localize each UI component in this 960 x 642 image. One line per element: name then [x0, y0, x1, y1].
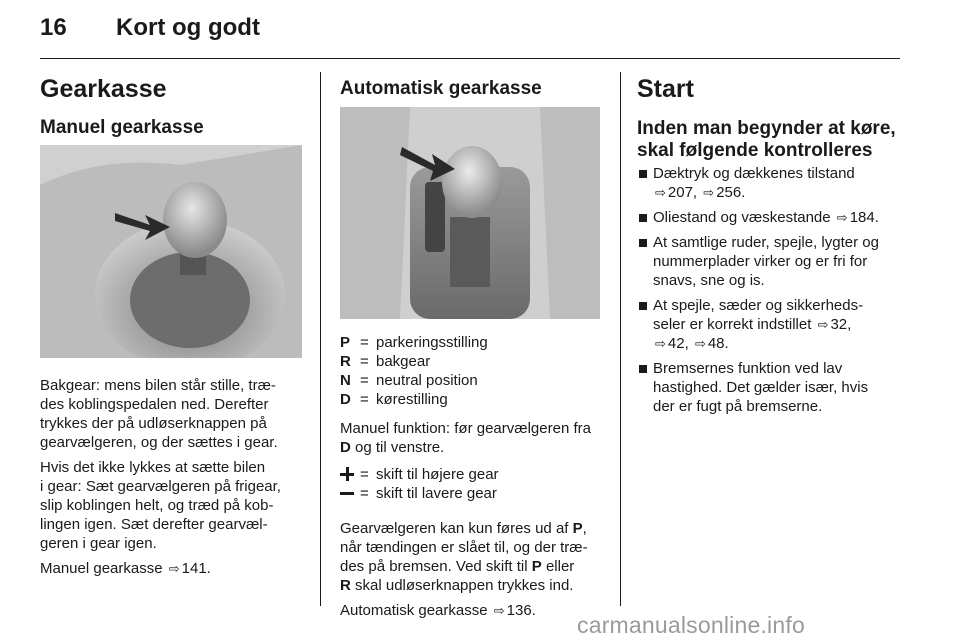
- legend-text-d: kørestilling: [376, 391, 448, 408]
- automatic-gear-selector-photo: [340, 107, 600, 319]
- text-line: Manuel funktion: før gearvælgeren fra: [340, 420, 591, 437]
- list-item: [637, 296, 902, 353]
- column-1-text: [40, 376, 305, 584]
- legend-key-n: N: [340, 372, 351, 389]
- legend-text-p: parkeringsstilling: [376, 334, 488, 351]
- text-line: Gearvælgeren kan kun føres ud af: [340, 520, 573, 537]
- bullet-icon: [639, 239, 647, 247]
- shift-legend: [340, 465, 605, 503]
- legend-sep: =: [360, 391, 369, 408]
- reference-page[interactable]: 207,: [667, 184, 702, 201]
- section-heading-gearkasse: Gearkasse: [40, 75, 167, 103]
- page-reference-arrow-icon: ⇨: [703, 185, 715, 200]
- bullet-icon: [639, 170, 647, 178]
- bullet-icon: [639, 365, 647, 373]
- bullet-icon: [639, 302, 647, 310]
- reference-page[interactable]: 48.: [707, 335, 729, 352]
- text-fragment: ,: [582, 520, 587, 537]
- text-fragment: eller: [541, 558, 575, 575]
- subheading-before-driving: [637, 118, 902, 162]
- watermark: carmanualsonline.info: [577, 612, 805, 638]
- text-line: At spejle, sæder og sikkerheds-: [653, 297, 864, 314]
- section-heading-start: Start: [637, 75, 694, 103]
- page-reference-arrow-icon: ⇨: [493, 603, 505, 618]
- bold-key-p: P: [572, 520, 583, 537]
- text-line: i gear: Sæt gearvælgeren på frigear,: [40, 478, 281, 495]
- bold-key-p: P: [531, 558, 542, 575]
- list-item: [637, 359, 902, 416]
- text-line: gearvælgeren, og der sættes i gear.: [40, 434, 278, 451]
- page-reference-arrow-icon: ⇨: [817, 317, 829, 332]
- minus-icon: [340, 484, 360, 503]
- header-title: Kort og godt: [116, 14, 260, 41]
- checklist: [637, 164, 902, 416]
- subheading-manuel-gearkasse: Manuel gearkasse: [40, 117, 204, 138]
- column-2: [340, 78, 605, 100]
- text-line: snavs, sne og is.: [653, 272, 765, 289]
- legend-key-p: P: [340, 334, 351, 351]
- automatic-gearbox-reference[interactable]: [340, 601, 605, 620]
- legend-key-d: D: [340, 391, 351, 408]
- legend-key-r: R: [340, 353, 351, 370]
- text-line: Bremsernes funktion ved lav: [653, 360, 843, 377]
- text-line: Bakgear: mens bilen står stille, træ-: [40, 377, 276, 394]
- shift-down-text: skift til lavere gear: [376, 485, 497, 502]
- reference-page[interactable]: 136.: [506, 602, 536, 619]
- automatic-gear-selector-illustration: [340, 107, 600, 319]
- text-line: geren i gear igen.: [40, 535, 157, 552]
- text-line: des på bremsen. Ved skift til: [340, 558, 532, 575]
- legend-sep: =: [360, 353, 369, 370]
- text-line: Oliestand og væskestande: [653, 209, 835, 226]
- legend-sep: =: [360, 485, 369, 502]
- legend-sep: =: [360, 334, 369, 351]
- reference-label: Automatisk gearkasse: [340, 602, 488, 619]
- text-line: trykkes der på udløserknappen på: [40, 415, 267, 432]
- selector-lock-paragraph: [340, 519, 605, 595]
- text-line: lingen igen. Sæt derefter gearvæl-: [40, 516, 268, 533]
- text-line: Dæktryk og dækkenes tilstand: [653, 165, 855, 182]
- bold-key-d: D: [340, 439, 351, 456]
- plus-icon: [340, 465, 360, 484]
- text-line: hastighed. Det gælder især, hvis: [653, 379, 869, 396]
- text-line: seler er korrekt indstillet: [653, 316, 816, 333]
- page-reference-arrow-icon: ⇨: [168, 561, 180, 576]
- text-line: At samtlige ruder, spejle, lygter og: [653, 234, 879, 251]
- reference-page[interactable]: 184.: [849, 209, 879, 226]
- legend-text-r: bakgear: [376, 353, 431, 370]
- legend-sep: =: [360, 466, 369, 483]
- shift-up-text: skift til højere gear: [376, 466, 499, 483]
- legend-text-n: neutral position: [376, 372, 478, 389]
- list-item: [637, 208, 902, 227]
- text-line: der er fugt på bremserne.: [653, 398, 823, 415]
- gear-position-legend: [340, 333, 605, 409]
- subheading-automatisk-gearkasse: Automatisk gearkasse: [340, 78, 542, 99]
- column-3: [637, 74, 902, 422]
- reference-page[interactable]: 256.: [716, 184, 746, 201]
- legend-sep: =: [360, 372, 369, 389]
- manual-function-paragraph: [340, 419, 605, 457]
- bullet-icon: [639, 214, 647, 222]
- header-rule: [40, 58, 900, 59]
- reference-label: Manuel gearkasse: [40, 560, 163, 577]
- text-line: Hvis det ikke lykkes at sætte bilen: [40, 459, 266, 476]
- column-divider-2: [620, 72, 621, 606]
- text-line: slip koblingen helt, og træd på kob-: [40, 497, 274, 514]
- text-line: des koblingspedalen ned. Derefter: [40, 396, 269, 413]
- text-line: nummerplader virker og er fri for: [653, 253, 868, 270]
- column-1: [40, 74, 305, 139]
- column-divider-1: [320, 72, 321, 606]
- gear-fail-paragraph: [40, 458, 305, 553]
- page-number: 16: [40, 14, 67, 41]
- text-line: skal udløserknappen trykkes ind.: [350, 577, 574, 594]
- list-item: [637, 164, 902, 202]
- text-line: og til venstre.: [350, 439, 445, 456]
- column-2-text: [340, 333, 605, 626]
- text-line: Inden man begynder at køre,: [637, 118, 896, 139]
- manual-gear-shift-photo: [40, 145, 302, 358]
- text-line: skal følgende kontrolleres: [637, 140, 873, 161]
- manual-gearbox-reference[interactable]: [40, 559, 305, 578]
- reference-page[interactable]: 42,: [667, 335, 693, 352]
- manual-gear-shift-illustration: [40, 145, 302, 358]
- reference-page[interactable]: 32,: [830, 316, 852, 333]
- list-item: [637, 233, 902, 290]
- page-reference-arrow-icon: ⇨: [694, 336, 706, 351]
- page-reference-arrow-icon: ⇨: [655, 185, 666, 200]
- bold-key-r: R: [340, 577, 351, 594]
- reverse-gear-paragraph: [40, 376, 305, 452]
- page-reference-arrow-icon: ⇨: [836, 210, 848, 225]
- reference-page[interactable]: 141.: [181, 560, 211, 577]
- text-line: når tændingen er slået til, og der træ-: [340, 539, 588, 556]
- page-reference-arrow-icon: ⇨: [655, 336, 666, 351]
